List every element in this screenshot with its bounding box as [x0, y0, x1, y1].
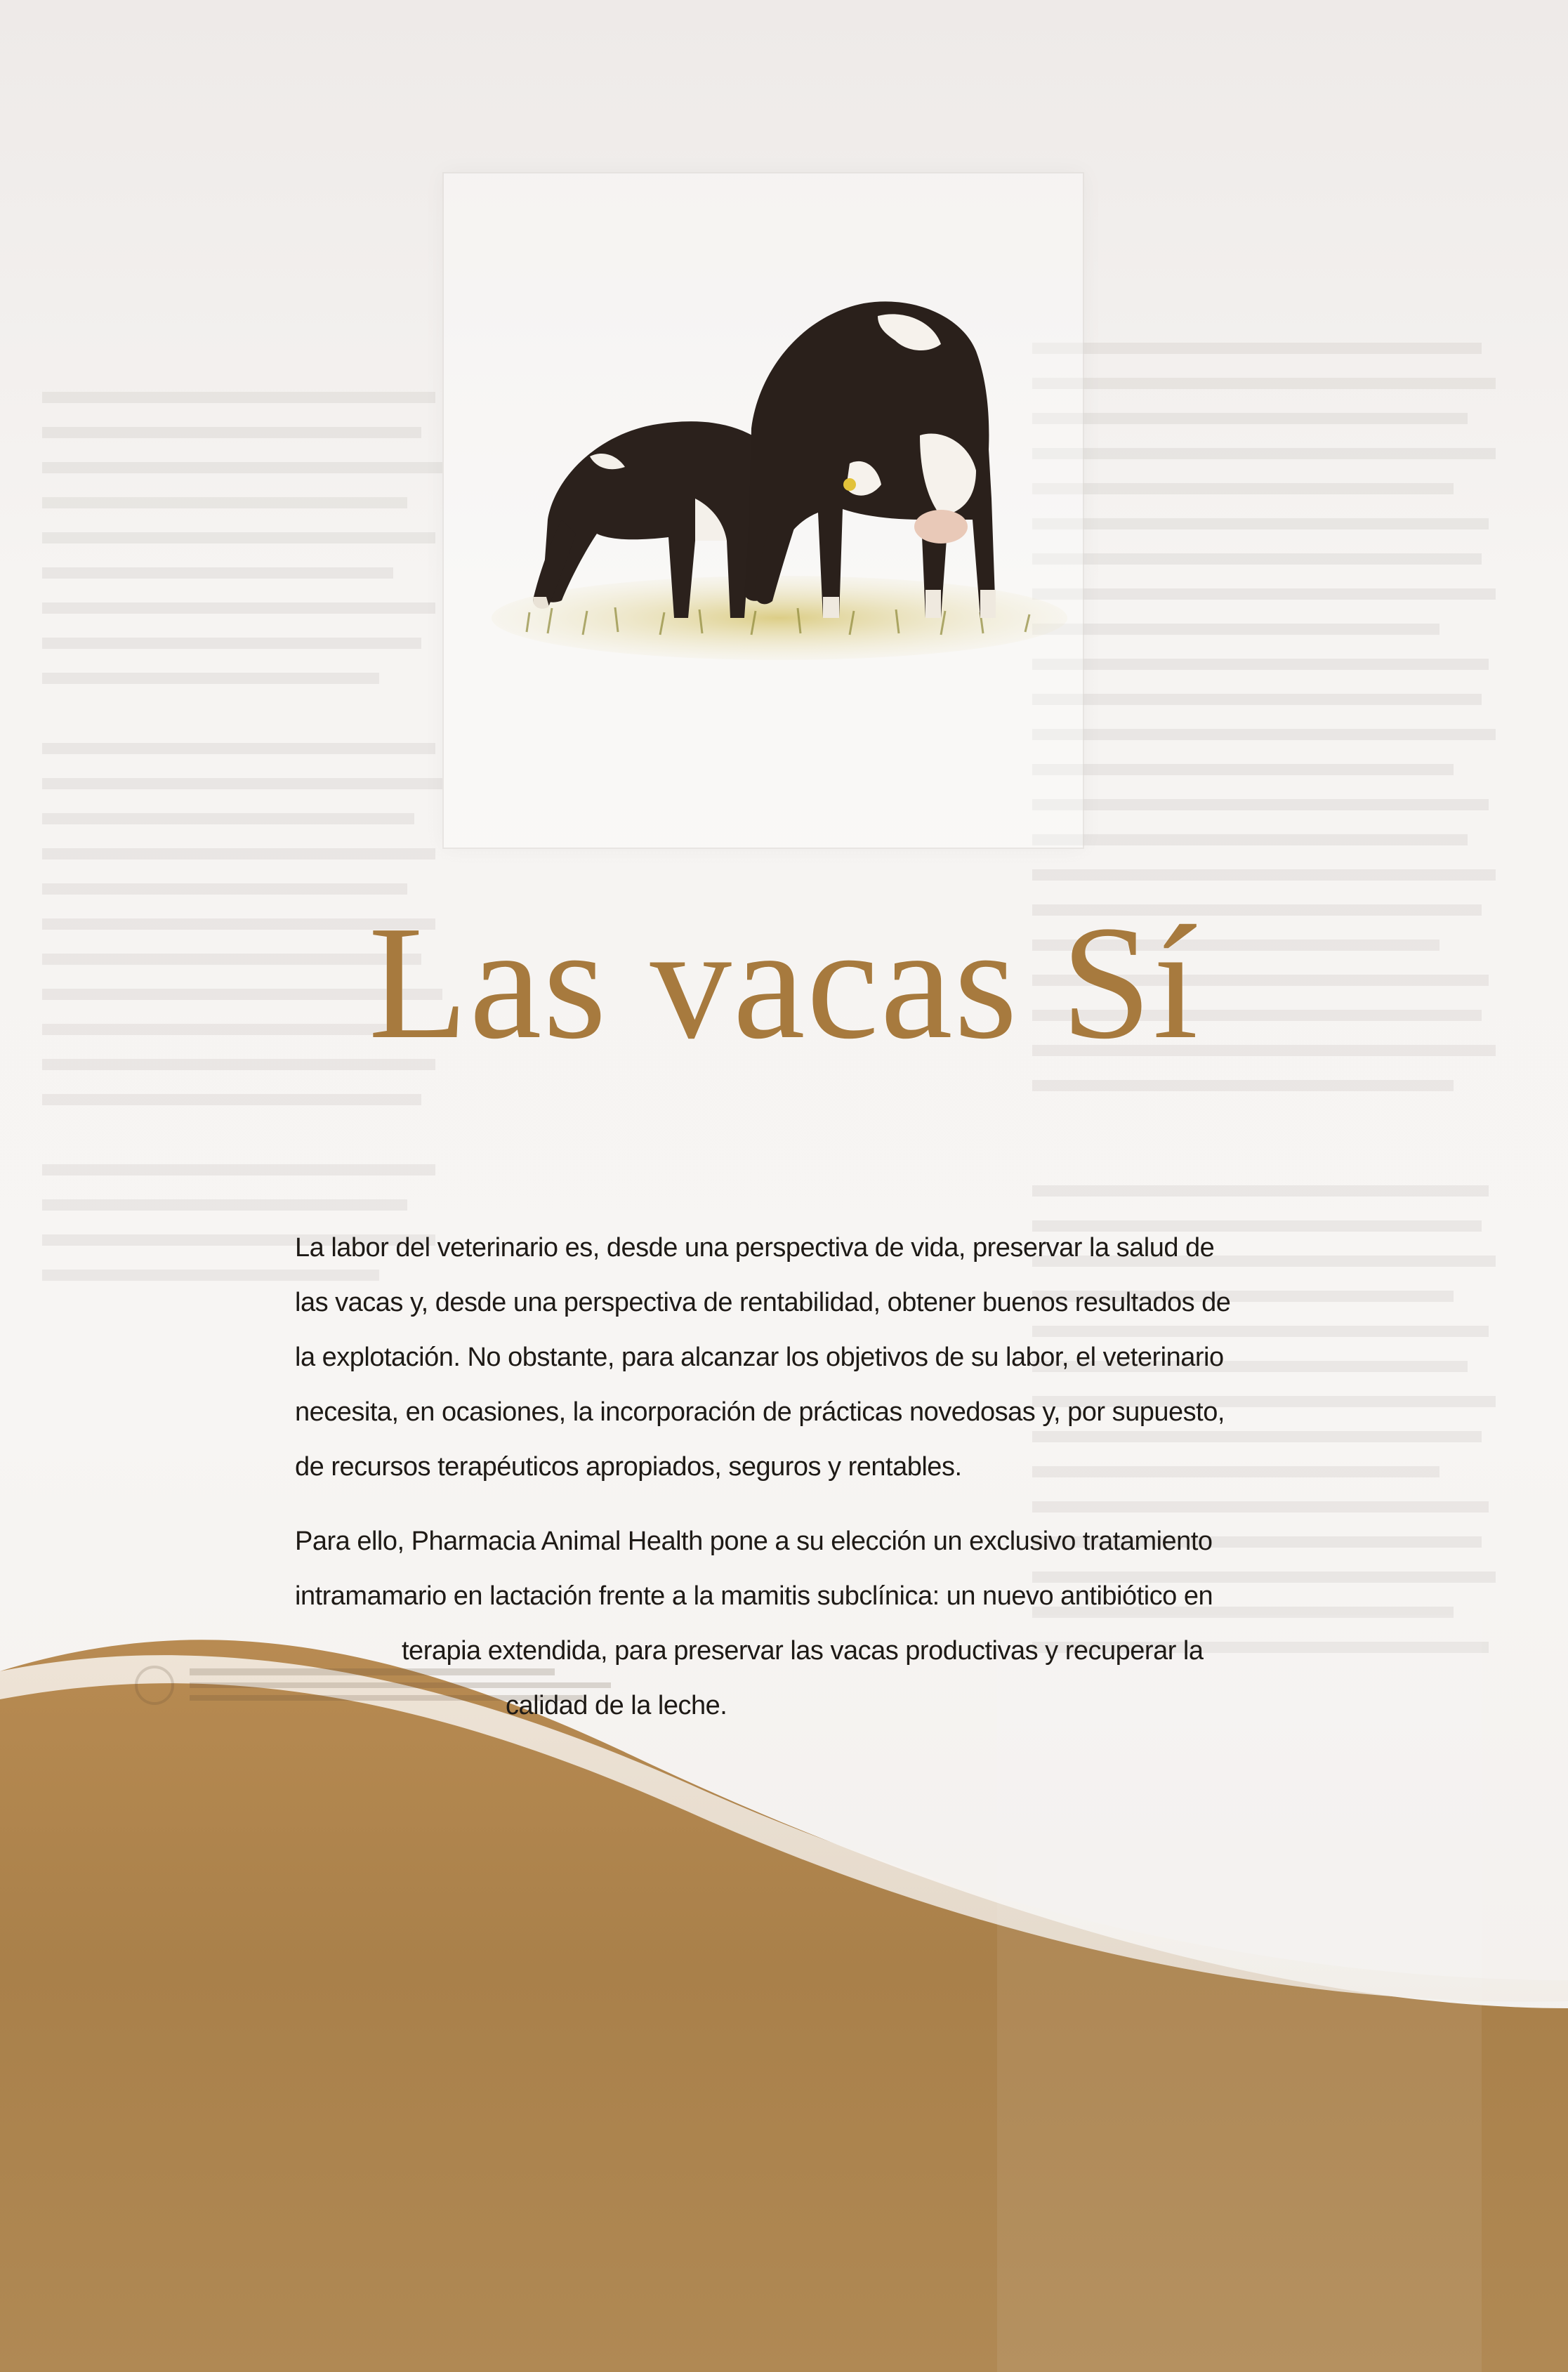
paragraph2-line: intramamario en lactación frente a la mamitis subclínica: un nuevo antibiótico en — [295, 1581, 1213, 1611]
background-texture-left — [28, 302, 463, 1285]
paragraph1-line: La labor del veterinario es, desde una perspectiva de vida, preservar la salud de — [295, 1233, 1215, 1263]
paragraph1-line: de recursos terapéuticos apropiados, seguros y rentables. — [295, 1452, 962, 1482]
paragraph1-line: necesita, en ocasiones, la incorporación de prácticas novedosas y, por supuesto, — [295, 1397, 1225, 1427]
paragraph2-line: terapia extendida, para preservar las vacas productivas y recuperar la — [402, 1636, 1204, 1666]
body-copy — [295, 1220, 1231, 1733]
paragraph1-line: las vacas y, desde una perspectiva de rentabilidad, obtener buenos resultados de — [295, 1288, 1231, 1317]
paragraph-spacer — [295, 1494, 1222, 1514]
headline: Las vacas Sí — [368, 892, 1200, 1073]
paragraph2-line: Para ello, Pharmacia Animal Health pone a su elección un exclusivo tratamiento — [295, 1527, 1213, 1556]
ghost-lines-left — [28, 364, 463, 1347]
paragraph2-line: calidad de la leche. — [506, 1691, 727, 1720]
paragraph1-line: la explotación. No obstante, para alcanzar los objetivos de su labor, el veterinario — [295, 1343, 1224, 1372]
cows-grazing-image — [485, 288, 1074, 667]
